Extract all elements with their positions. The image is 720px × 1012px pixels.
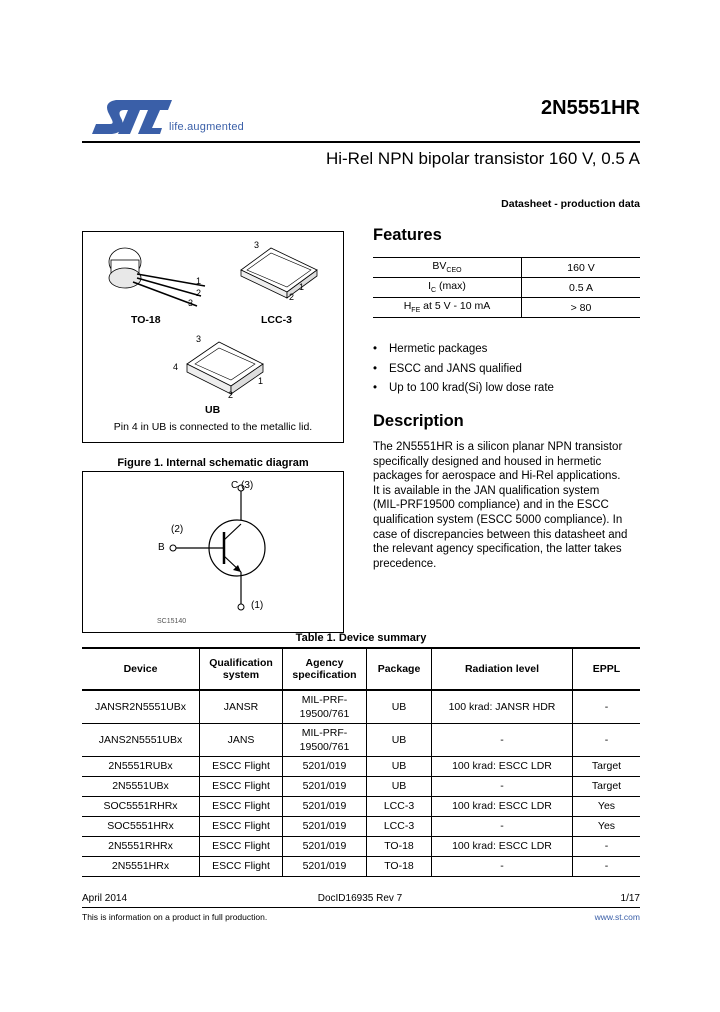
lcc3-pin-2: 2: [289, 292, 295, 302]
ub-drawing: [179, 336, 269, 402]
feature-bullets: [373, 343, 554, 402]
feature-param: $I_C$ (max): [373, 278, 522, 298]
features-row: [373, 278, 640, 298]
table-row: JANS2N5551UBx JANS MIL-PRF-19500/761 UB - -: [82, 723, 640, 756]
tagline: life.augmented: [169, 121, 244, 133]
feature-value: 160 V: [522, 258, 641, 278]
collector-label: C (3): [231, 480, 254, 491]
features-row: [373, 298, 640, 318]
to18-pin-1: 1: [196, 276, 202, 286]
ub-pin-3: 3: [196, 334, 202, 344]
table-row: SOC5551RHRx ESCC Flight 5201/019 LCC-3 100 krad: ESCC LDR Yes: [82, 796, 640, 816]
device-summary-table: [82, 647, 640, 877]
lcc3-pin-1: 1: [299, 282, 305, 292]
schematic-box: [82, 471, 344, 633]
description-title: Description: [373, 412, 464, 430]
package-note: Pin 4 in UB is connected to the metallic lid.: [113, 421, 313, 433]
col-header: Radiation level: [432, 648, 573, 690]
to18-drawing: [97, 240, 207, 320]
ub-pin-4: 4: [173, 362, 179, 372]
table-row: 2N5551HRx ESCC Flight 5201/019 TO-18 - -: [82, 856, 640, 876]
table-row: 2N5551RHRx ESCC Flight 5201/019 TO-18 100 krad: ESCC LDR -: [82, 836, 640, 856]
list-item: • Up to 100 krad(Si) low dose rate: [373, 382, 554, 394]
list-item: • ESCC and JANS qualified: [373, 362, 522, 375]
lcc3-pin-3: 3: [254, 240, 260, 250]
subtitle: Hi-Rel NPN bipolar transistor 160 V, 0.5 A: [325, 149, 640, 168]
footer-note: This is information on a product in full production.: [82, 912, 268, 922]
lcc3-label: LCC-3: [261, 314, 292, 326]
table-row: SOC5551HRx ESCC Flight 5201/019 LCC-3 - Yes: [82, 816, 640, 836]
footer-url[interactable]: www.st.com: [594, 912, 640, 922]
features-title: Features: [373, 226, 442, 244]
list-item: • Hermetic packages: [373, 343, 488, 355]
figure-caption: Figure 1. Internal schematic diagram: [117, 457, 309, 469]
emitter-pin-label: (1): [251, 600, 264, 611]
ub-label: UB: [205, 404, 221, 416]
table-row: 2N5551RUBx ESCC Flight 5201/019 UB 100 krad: ESCC LDR Target: [82, 756, 640, 776]
to18-label: TO-18: [131, 314, 161, 326]
to18-pin-2: 2: [196, 288, 202, 298]
feature-value: 0.5 A: [522, 278, 641, 298]
base-pin-label: (2): [171, 524, 184, 535]
package-box: [82, 231, 344, 443]
ub-pin-2: 2: [228, 390, 234, 400]
figure-code: SC15140: [157, 618, 187, 625]
transistor-symbol: [83, 472, 343, 632]
col-header: Agency specification: [283, 648, 367, 690]
features-table: [373, 257, 640, 318]
feature-param: $BV_{CEO}$: [373, 258, 522, 278]
header-rule: [82, 141, 640, 143]
table-row: JANSR2N5551UBx JANSR MIL-PRF-19500/761 UB 100 krad: JANSR HDR -: [82, 690, 640, 723]
feature-param: $H_{FE}$ at 5 V - 10 mA: [373, 298, 522, 318]
table-caption: Table 1. Device summary: [295, 632, 427, 644]
footer-date: April 2014: [82, 893, 128, 904]
col-header: EPPL: [573, 648, 641, 690]
to18-pin-3: 3: [188, 298, 194, 308]
col-header: Qualification system: [200, 648, 283, 690]
description-text: The 2N5551HR is a silicon planar NPN transistor specifically designed and housed in hermetic packages for aerospace and Hi-Rel applications. It is available in the JAN qualification system (MIL-PRF19500 compliance) and in the ESCC qualification system (ESCC 5000 compliance). In case of discrepancies between this datasheet and the relevant agency specification, the latter takes precedence.: [373, 441, 628, 570]
ub-pin-1: 1: [258, 376, 264, 386]
feature-value: > 80: [522, 298, 641, 318]
footer-page: 1/17: [620, 893, 640, 904]
part-number: 2N5551HR: [541, 97, 640, 119]
base-label: B: [158, 542, 165, 553]
doc-type: Datasheet - production data: [501, 198, 640, 210]
footer-rule: [82, 907, 640, 908]
footer-doc-id: DocID16935 Rev 7: [317, 893, 403, 904]
table-row: 2N5551UBx ESCC Flight 5201/019 UB - Target: [82, 776, 640, 796]
col-header: Package: [367, 648, 432, 690]
col-header: Device: [82, 648, 200, 690]
features-row: [373, 258, 640, 278]
st-logo: [90, 98, 174, 136]
lcc3-drawing: [233, 244, 323, 304]
